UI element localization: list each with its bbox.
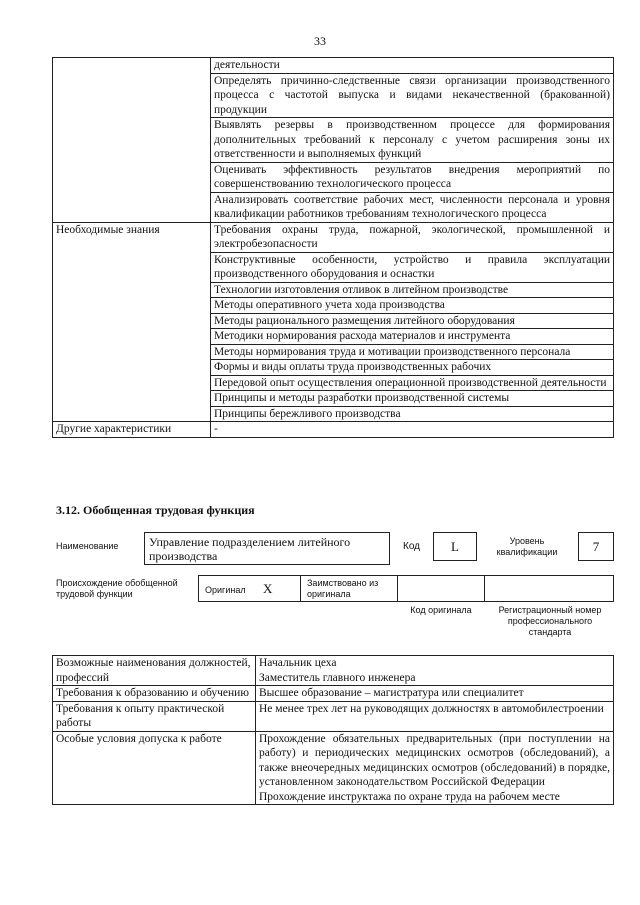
table-cell: Технологии изготовления отливок в литейном производстве [211, 282, 614, 298]
section-title: 3.12. Обобщенная трудовая функция [56, 503, 255, 517]
table-row [53, 656, 614, 686]
borrowed-box [300, 575, 398, 602]
condition-item: Прохождение инструктажа по охране труда на рабочем месте [259, 790, 560, 803]
page-number: 33 [314, 34, 326, 48]
table-row [53, 731, 614, 805]
table-cell: Методики нормирования расхода материалов и инструмента [211, 329, 614, 345]
table-cell: Формы и виды оплаты труда производственных рабочих [211, 360, 614, 376]
code-label: Код [403, 541, 421, 552]
origin-label: Происхождение обобщенной трудовой функции [56, 578, 178, 599]
origin-code-label: Код оригинала [410, 605, 472, 615]
row-label: Необходимые знания [53, 222, 211, 422]
table-row [53, 422, 614, 438]
row-label [53, 58, 211, 223]
position-title: Заместитель главного инженера [259, 671, 416, 684]
name-value-box: Управление подразделением литейного производства [144, 532, 390, 565]
table-cell: Принципы и методы разработки производственной системы [211, 391, 614, 407]
original-label: Оригинал [205, 585, 246, 595]
table-cell [256, 656, 614, 686]
borrowed-label: Заимствовано из оригинала [307, 578, 379, 599]
table-row [53, 701, 614, 731]
table-row [53, 686, 614, 702]
table-cell: Принципы бережливого производства [211, 406, 614, 422]
reg-number-label: Регистрационный номер профессионального стандарта [498, 605, 602, 637]
table-cell: - [211, 422, 614, 438]
skills-knowledge-table [52, 57, 614, 438]
table-cell: Конструктивные особенности, устройство и правила эксплуатации производственного оборудования и оснастки [211, 252, 614, 282]
table-cell: Анализировать соответствие рабочих мест, численности персонала и уровня квалификации работников требованиям технологического процесса [211, 192, 614, 222]
table-cell: Не менее трех лет на руководящих должностях в автомобилестроении [256, 701, 614, 731]
reg-number-box [484, 575, 614, 602]
position-requirements-table [52, 655, 614, 805]
original-mark: X [263, 581, 273, 596]
table-cell: деятельности [211, 58, 614, 74]
table-cell: Методы рационального размещения литейного оборудования [211, 313, 614, 329]
level-label: Уровень квалификации [496, 536, 558, 557]
table-cell: Определять причинно-следственные связи организации производственного процесса с частотой выпуска и видами некачественной (бракованной) продукции [211, 73, 614, 118]
table-cell: Методы нормирования труда и мотивации производственного персонала [211, 344, 614, 360]
row-label: Другие характеристики [53, 422, 211, 438]
table-cell: Выявлять резервы в производственном процессе для формирования дополнительных требований к персоналу с учетом расширения зоны их ответственности и выполняемых функций [211, 118, 614, 163]
table-cell: Методы оперативного учета хода производства [211, 298, 614, 314]
table-row [53, 222, 614, 252]
name-label: Наименование [56, 541, 119, 551]
table-cell: Оценивать эффективность результатов внедрения мероприятий по совершенствованию технологического процесса [211, 162, 614, 192]
row-label: Возможные наименования должностей, профессий [53, 656, 256, 686]
table-row [53, 58, 614, 74]
original-box [198, 575, 301, 602]
table-cell: Передовой опыт осуществления операционной производственной деятельности [211, 375, 614, 391]
table-cell: Высшее образование – магистратура или специалитет [256, 686, 614, 702]
row-label: Особые условия допуска к работе [53, 731, 256, 805]
table-cell [256, 731, 614, 805]
level-value-box: 7 [578, 532, 614, 561]
position-title: Начальник цеха [259, 657, 337, 669]
origin-code-box [397, 575, 485, 602]
row-label: Требования к опыту практической работы [53, 701, 256, 731]
condition-item: Прохождение обязательных предварительных (при поступлении на работу) и периодических медицинских осмотров (обследований), а также внеочередных медицинских осмотров (обследований) в порядке, установленном законодательством Российской Федерации [259, 732, 610, 788]
code-value-box: L [433, 532, 477, 561]
row-label: Требования к образованию и обучению [53, 686, 256, 702]
table-cell: Требования охраны труда, пожарной, экологической, промышленной и электробезопасности [211, 222, 614, 252]
